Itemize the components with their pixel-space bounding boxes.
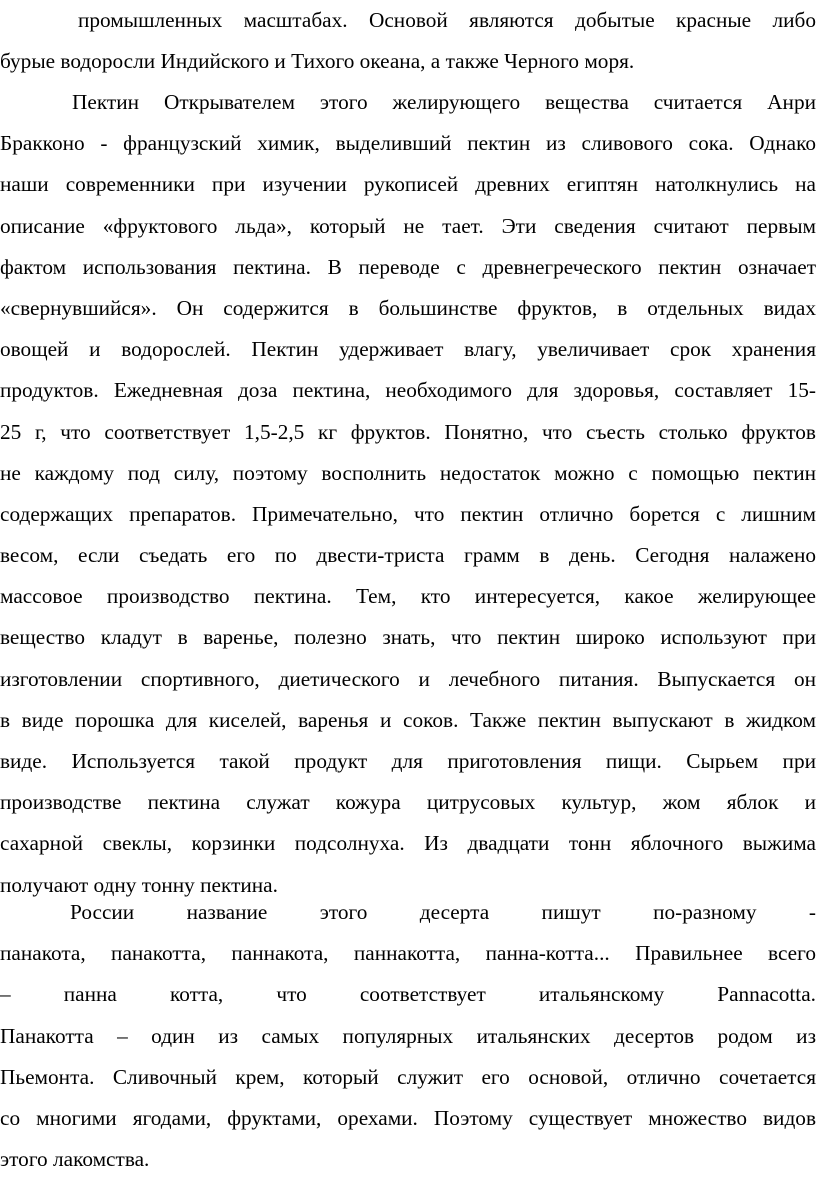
text-line: описание «фруктового льда», который не тает. Эти сведения считают первым bbox=[0, 213, 816, 238]
text-line: Пьемонта. Сливочный крем, который служит его основой, отлично сочетается bbox=[0, 1064, 816, 1089]
text-line: Бракконо - французский химик, выделивший пектин из сливового сока. Однако bbox=[0, 131, 816, 156]
text-line: 25 г, что соответствует 1,5-2,5 кг фруктов. Понятно, что съесть столько фруктов bbox=[0, 419, 816, 444]
text-line: в виде порошка для киселей, варенья и соков. Также пектин выпускают в жидком bbox=[0, 707, 816, 732]
text-line: Панакотта – один из самых популярных итальянских десертов родом из bbox=[0, 1023, 816, 1048]
paragraph-seaweed-source bbox=[0, 0, 816, 82]
text-line: фактом использования пектина. В переводе с древнегреческого пектин означает bbox=[0, 254, 816, 279]
text-line: сахарной свеклы, корзинки подсолнуха. Из двадцати тонн яблочного выжима bbox=[0, 831, 816, 856]
text-line: промышленных масштабах. Основой являются добытые красные либо bbox=[78, 8, 816, 32]
text-line: массовое производство пектина. Тем, кто интересуется, какое желирующее bbox=[0, 584, 816, 609]
text-line: Пектин Открывателем этого желирующего вещества считается Анри bbox=[72, 90, 816, 114]
text-line: «свернувшийся». Он содержится в большинстве фруктов, в отдельных видах bbox=[0, 295, 816, 320]
text-line: бурые водоросли Индийского и Тихого океана, а также Черного моря. bbox=[0, 49, 635, 74]
text-line: России название этого десерта пишут по-разному - bbox=[70, 900, 816, 924]
text-line: продуктов. Ежедневная доза пектина, необходимого для здоровья, составляет 15- bbox=[0, 378, 816, 403]
text-line: весом, если съедать его по двести-триста грамм в день. Сегодня налажено bbox=[0, 543, 816, 568]
text-line: со многими ягодами, фруктами, орехами. Поэтому существует множество видов bbox=[0, 1105, 816, 1130]
text-line: виде. Используется такой продукт для приготовления пищи. Сырьем при bbox=[0, 749, 816, 773]
text-line: этого лакомства. bbox=[0, 1147, 150, 1172]
text-line: содержащих препаратов. Примечательно, что пектин отлично борется с лишним bbox=[0, 501, 816, 526]
text-line: изготовлении спортивного, диетического и лечебного питания. Выпускается он bbox=[0, 666, 816, 691]
text-line: вещество кладут в варенье, полезно знать, что пектин широко используют при bbox=[0, 625, 816, 650]
text-line: не каждому под силу, поэтому восполнить недостаток можно с помощью пектин bbox=[0, 460, 816, 485]
text-line: наши современники при изучении рукописей древних египтян натолкнулись на bbox=[0, 172, 816, 197]
text-line: получают одну тонну пектина. bbox=[0, 872, 278, 897]
text-line: овощей и водорослей. Пектин удерживает влагу, увеличивает срок хранения bbox=[0, 337, 816, 362]
paragraph-pectin bbox=[0, 82, 816, 906]
text-line: производстве пектина служат кожура цитрусовых культур, жом яблок и bbox=[0, 790, 816, 815]
text-line: – панна котта, что соответствует итальянскому Pannacotta. bbox=[0, 982, 816, 1007]
text-line: панакота, панакотта, паннакота, паннакотта, панна-котта... Правильнее всего bbox=[0, 941, 816, 966]
paragraph-pannacotta bbox=[0, 892, 816, 1180]
